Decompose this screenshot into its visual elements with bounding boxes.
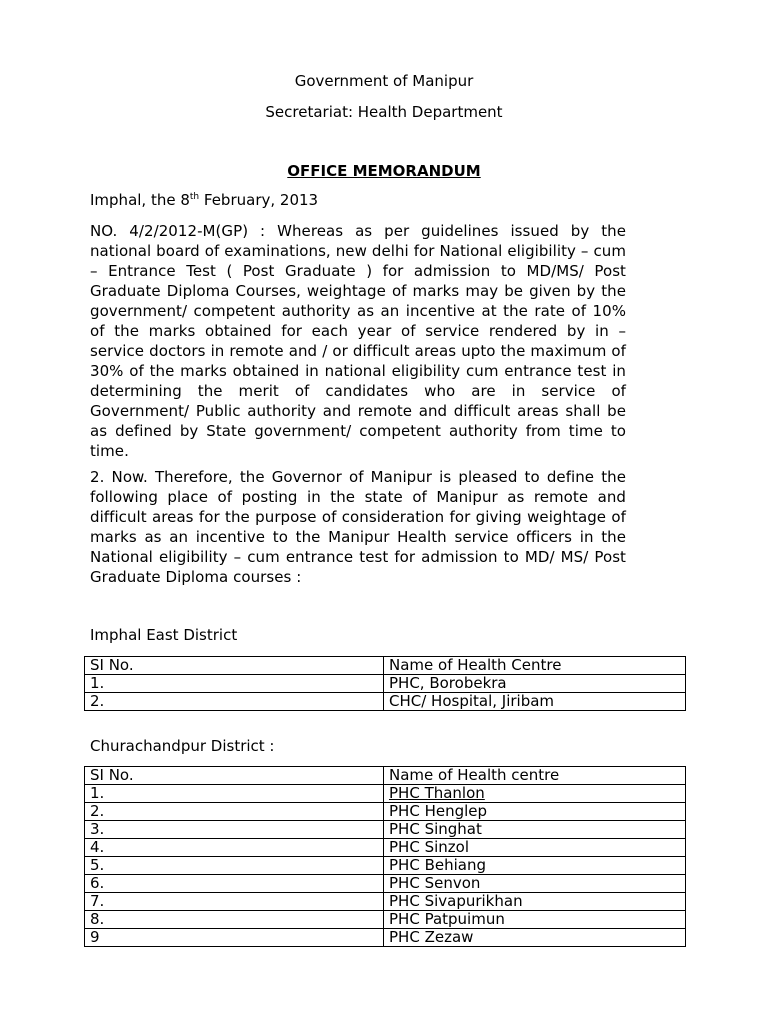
- sl-no-header: SI No.: [85, 657, 384, 675]
- department-title: Secretariat: Health Department: [265, 103, 503, 121]
- sl-no-cell: 2.: [85, 693, 384, 711]
- table-header-row: [85, 767, 686, 785]
- sl-no-cell: 3.: [85, 821, 384, 839]
- health-centre-cell: PHC Singhat: [384, 821, 686, 839]
- table-row: [85, 693, 686, 711]
- memo-title: OFFICE MEMORANDUM: [287, 162, 481, 180]
- sl-no-cell: 5.: [85, 857, 384, 875]
- health-centre-header: Name of Health Centre: [384, 657, 686, 675]
- table-row: [85, 785, 686, 803]
- table-row: [85, 803, 686, 821]
- table-row: [85, 857, 686, 875]
- date-line: [90, 189, 318, 211]
- sl-no-header: SI No.: [85, 767, 384, 785]
- date-suffix: February, 2013: [199, 191, 319, 209]
- sl-no-cell: 1.: [85, 675, 384, 693]
- health-centre-cell: PHC Zezaw: [384, 929, 686, 947]
- government-title: Government of Manipur: [294, 72, 474, 90]
- table-row: [85, 839, 686, 857]
- paragraph-1: NO. 4/2/2012-M(GP) : Whereas as per guidelines issued by the national board of examinations, new delhi for National eligibility – cum – Entrance Test ( Post Graduate ) for admission to MD/MS/ Post Graduate Diploma Courses, weightage of marks may be given by the government/ competent authority as an incentive at the rate of 10% of the marks obtained for each year of service rendered by in – service doctors in remote and / or difficult areas upto the maximum of 30% of the marks obtained in national eligibility cum entrance test in determining the merit of candidates who are in service of Government/ Public authority and remote and difficult areas shall be as defined by State government/ competent authority from time to time.: [90, 222, 626, 460]
- health-centre-cell: PHC Thanlon: [384, 785, 686, 803]
- sl-no-cell: 8.: [85, 911, 384, 929]
- sl-no-cell: 1.: [85, 785, 384, 803]
- paragraph-2: 2. Now. Therefore, the Governor of Manipur is pleased to define the following place of posting in the state of Manipur as remote and difficult areas for the purpose of consideration for giving weightage of marks as an incentive to the Manipur Health service officers in the National eligibility – cum entrance test for admission to MD/ MS/ Post Graduate Diploma courses :: [90, 468, 626, 586]
- table-row: [85, 929, 686, 947]
- health-centre-cell: PHC Senvon: [384, 875, 686, 893]
- health-centre-cell: CHC/ Hospital, Jiribam: [384, 693, 686, 711]
- health-centre-cell: PHC Sinzol: [384, 839, 686, 857]
- health-centre-header: Name of Health centre: [384, 767, 686, 785]
- table-row: [85, 675, 686, 693]
- imphal-east-heading: Imphal East District: [90, 626, 238, 644]
- sl-no-cell: 4.: [85, 839, 384, 857]
- sl-no-cell: 7.: [85, 893, 384, 911]
- sl-no-cell: 6.: [85, 875, 384, 893]
- sl-no-cell: 9: [85, 929, 384, 947]
- churachandpur-table: [84, 766, 686, 947]
- date-superscript: th: [189, 192, 200, 202]
- table-row: [85, 893, 686, 911]
- health-centre-cell: PHC Behiang: [384, 857, 686, 875]
- sl-no-cell: 2.: [85, 803, 384, 821]
- churachandpur-heading: Churachandpur District :: [90, 737, 275, 755]
- table-row: [85, 821, 686, 839]
- health-centre-cell: PHC Henglep: [384, 803, 686, 821]
- table-header-row: [85, 657, 686, 675]
- imphal-east-table: [84, 656, 686, 711]
- date-prefix: Imphal, the 8: [90, 191, 190, 209]
- table-row: [85, 875, 686, 893]
- health-centre-cell: PHC Patpuimun: [384, 911, 686, 929]
- health-centre-cell: PHC, Borobekra: [384, 675, 686, 693]
- table-row: [85, 911, 686, 929]
- health-centre-cell: PHC Sivapurikhan: [384, 893, 686, 911]
